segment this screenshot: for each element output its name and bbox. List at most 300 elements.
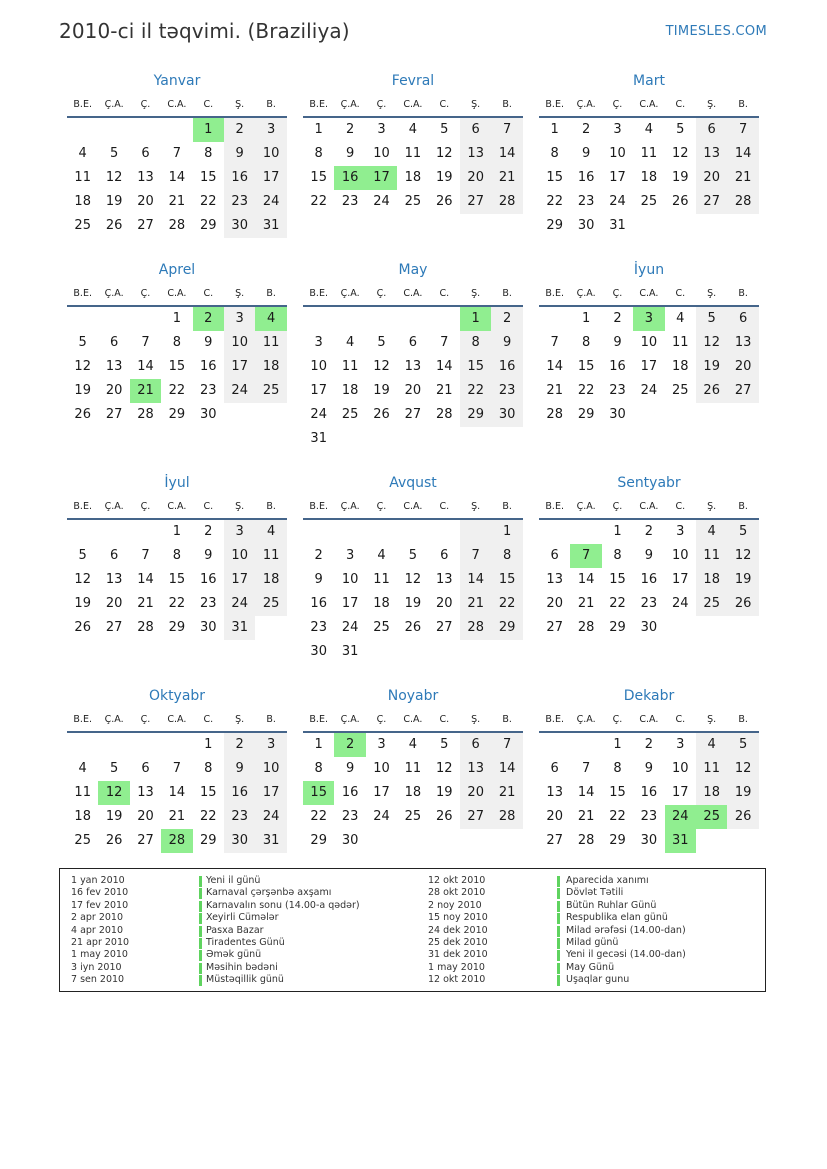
day-cell: 18 — [640, 170, 658, 185]
holiday-date: 1 may 2010 — [428, 961, 485, 973]
day-cell: 9 — [204, 335, 213, 350]
day-cell: 10 — [224, 544, 255, 568]
day-cell: 19 — [727, 781, 758, 805]
day-cell: 25 — [74, 218, 91, 233]
weekday-header: C.A. — [639, 288, 659, 299]
day-cell: 27 — [460, 805, 491, 829]
weekday-header: Ş. — [235, 714, 245, 725]
day-cell: 28 — [727, 190, 758, 214]
day-cell: 17 — [224, 355, 255, 379]
weekday-header: C.A. — [167, 501, 187, 512]
day-cell: 30 — [341, 833, 359, 848]
day-cell: 19 — [727, 568, 758, 592]
day-cell: 8 — [581, 335, 591, 350]
day-cell: 26 — [696, 379, 727, 403]
weekday-header: B.E. — [309, 288, 328, 299]
weekday-header: B. — [502, 288, 512, 299]
weekday-header: B.E. — [545, 501, 564, 512]
weekday-header: Ç.A. — [340, 288, 360, 299]
day-cell: 28 — [168, 218, 186, 233]
day-cell: 18 — [404, 785, 422, 800]
day-cell: 26 — [105, 833, 123, 848]
holiday-day-cell: 17 — [366, 166, 397, 190]
day-cell: 14 — [577, 572, 595, 587]
day-cell: 7 — [172, 146, 182, 161]
weekday-header: Ş. — [471, 99, 481, 110]
day-cell: 21 — [460, 592, 491, 616]
day-cell: 15 — [609, 785, 626, 800]
holiday-marker — [199, 950, 202, 961]
holiday-day-cell: 24 — [665, 805, 696, 829]
holiday-marker — [199, 913, 202, 924]
holiday-name: Karnaval çərşənbə axşamı — [206, 887, 332, 899]
day-cell: 4 — [78, 146, 87, 161]
holiday-marker — [199, 963, 202, 974]
holiday-name: Milad ərəfəsi (14.00-dan) — [566, 924, 686, 936]
holiday-day-cell: 4 — [255, 307, 286, 331]
weekday-header: Ç. — [140, 501, 151, 512]
day-cell: 6 — [460, 733, 491, 757]
day-cell: 28 — [491, 805, 522, 829]
day-cell: 21 — [577, 596, 595, 611]
weekday-header: Ç. — [140, 714, 151, 725]
month-name: İyul — [164, 475, 190, 491]
day-cell: 24 — [255, 805, 286, 829]
day-cell: 26 — [74, 407, 91, 422]
day-cell: 17 — [341, 596, 359, 611]
day-cell: 6 — [141, 146, 150, 161]
day-cell: 11 — [696, 757, 727, 781]
day-cell: 19 — [404, 596, 422, 611]
holiday-date: 15 noy 2010 — [428, 912, 488, 924]
day-cell: 20 — [105, 596, 123, 611]
day-cell: 19 — [105, 194, 123, 209]
weekday-header: Ç.A. — [340, 99, 360, 110]
day-cell: 17 — [609, 170, 626, 185]
holiday-day-cell: 3 — [633, 307, 664, 331]
day-cell: 1 — [550, 122, 559, 137]
day-cell: 28 — [137, 620, 154, 635]
holiday-date: 21 apr 2010 — [71, 937, 130, 948]
holiday-day-cell: 7 — [570, 544, 601, 568]
day-cell: 5 — [377, 335, 386, 350]
day-cell: 8 — [314, 761, 323, 776]
day-cell: 10 — [373, 761, 390, 776]
month-name: Fevral — [391, 73, 435, 89]
day-cell: 2 — [224, 733, 255, 757]
day-cell: 7 — [491, 118, 522, 142]
day-cell: 13 — [546, 785, 563, 800]
month-name: İyun — [633, 262, 665, 278]
day-cell: 8 — [204, 761, 213, 776]
weekday-header: Ş. — [471, 714, 481, 725]
day-cell: 16 — [200, 572, 217, 587]
day-cell: 15 — [200, 170, 217, 185]
day-cell: 3 — [377, 122, 386, 137]
day-cell: 30 — [491, 403, 522, 427]
weekday-header: Ç.A. — [340, 714, 360, 725]
day-cell: 6 — [109, 335, 119, 350]
day-cell: 31 — [310, 431, 327, 446]
day-cell: 16 — [491, 355, 522, 379]
day-cell: 29 — [577, 407, 595, 422]
day-cell: 27 — [404, 407, 422, 422]
holiday-marker — [557, 950, 560, 961]
day-cell: 9 — [613, 335, 622, 350]
weekday-header: C.A. — [403, 99, 423, 110]
holiday-day-cell: 25 — [696, 805, 727, 829]
holiday-name: Karnavalın sonu (14.00-a qədər) — [206, 899, 360, 911]
day-cell: 17 — [672, 572, 689, 587]
day-cell: 29 — [460, 403, 491, 427]
day-cell: 1 — [613, 524, 622, 539]
day-cell: 17 — [672, 785, 689, 800]
holiday-day-cell: 12 — [98, 781, 129, 805]
day-cell: 9 — [644, 548, 654, 563]
day-cell: 7 — [581, 761, 591, 776]
weekday-header: Ç.A. — [576, 288, 596, 299]
day-cell: 26 — [727, 805, 758, 829]
day-cell: 19 — [105, 809, 123, 824]
holiday-day-cell: 31 — [665, 829, 696, 853]
day-cell: 11 — [341, 359, 359, 374]
day-cell: 1 — [491, 520, 522, 544]
weekday-header: B. — [266, 288, 276, 299]
weekday-header: C. — [675, 288, 686, 299]
day-cell: 17 — [310, 383, 327, 398]
day-cell: 10 — [672, 761, 689, 776]
day-cell: 10 — [310, 359, 327, 374]
day-cell: 12 — [404, 572, 422, 587]
weekday-header: B.E. — [73, 99, 92, 110]
day-cell: 12 — [727, 757, 758, 781]
day-cell: 12 — [74, 572, 91, 587]
holiday-date: 31 dek 2010 — [428, 949, 488, 961]
weekday-header: B. — [502, 99, 512, 110]
day-cell: 4 — [644, 122, 654, 137]
day-cell: 9 — [644, 761, 654, 776]
day-cell: 2 — [581, 122, 591, 137]
day-cell: 12 — [373, 359, 390, 374]
weekday-header: Ç.A. — [340, 501, 360, 512]
day-cell: 10 — [640, 335, 658, 350]
day-cell: 10 — [341, 572, 359, 587]
day-cell: 23 — [200, 383, 217, 398]
holiday-name: Yeni il gecəsi (14.00-dan) — [566, 949, 686, 961]
day-cell: 13 — [727, 331, 758, 355]
month-name: Avqust — [389, 475, 437, 491]
day-cell: 13 — [696, 142, 727, 166]
holiday-date: 16 fev 2010 — [71, 887, 129, 899]
day-cell: 25 — [373, 620, 390, 635]
day-cell: 25 — [404, 809, 422, 824]
day-cell: 30 — [224, 829, 255, 853]
weekday-header: Ç. — [612, 501, 623, 512]
day-cell: 21 — [577, 809, 595, 824]
day-cell: 7 — [141, 335, 150, 350]
day-cell: 25 — [404, 194, 422, 209]
holiday-marker — [199, 901, 202, 912]
weekday-header: B.E. — [545, 714, 564, 725]
day-cell: 23 — [224, 805, 255, 829]
day-cell: 26 — [436, 809, 453, 824]
weekday-header: Ç. — [140, 99, 151, 110]
weekday-header: C. — [203, 501, 214, 512]
day-cell: 28 — [137, 407, 154, 422]
weekday-header: B.E. — [545, 288, 564, 299]
day-cell: 29 — [200, 833, 217, 848]
weekday-header: C. — [439, 501, 450, 512]
day-cell: 28 — [546, 407, 563, 422]
weekday-header: Ç.A. — [576, 714, 596, 725]
weekday-header: C. — [675, 714, 686, 725]
day-cell: 22 — [609, 596, 626, 611]
day-cell: 6 — [440, 548, 449, 563]
day-cell: 11 — [404, 761, 422, 776]
day-cell: 13 — [105, 572, 123, 587]
day-cell: 16 — [200, 359, 217, 374]
weekday-header: Ş. — [235, 288, 245, 299]
day-cell: 3 — [255, 733, 286, 757]
weekday-header: Ç. — [376, 501, 387, 512]
day-cell: 17 — [373, 785, 390, 800]
day-cell: 18 — [255, 355, 286, 379]
brand-link[interactable]: TIMESLES.COM — [665, 24, 767, 39]
day-cell: 14 — [577, 785, 595, 800]
holiday-date: 17 fev 2010 — [71, 899, 129, 911]
day-cell: 30 — [577, 218, 595, 233]
day-cell: 1 — [314, 122, 323, 137]
day-cell: 19 — [436, 785, 453, 800]
day-cell: 30 — [609, 407, 626, 422]
holiday-day-cell: 16 — [334, 166, 365, 190]
day-cell: 10 — [609, 146, 626, 161]
holiday-date: 1 yan 2010 — [71, 875, 125, 886]
holiday-date: 4 apr 2010 — [71, 924, 124, 936]
holiday-name: Respublika elan günü — [566, 912, 668, 924]
holiday-marker — [557, 901, 560, 912]
day-cell: 10 — [255, 757, 286, 781]
day-cell: 29 — [168, 620, 186, 635]
day-cell: 18 — [74, 809, 91, 824]
day-cell: 4 — [78, 761, 87, 776]
weekday-header: C.A. — [639, 99, 659, 110]
day-cell: 29 — [609, 620, 626, 635]
day-cell: 13 — [137, 170, 154, 185]
day-cell: 30 — [310, 644, 327, 659]
weekday-header: C.A. — [167, 714, 187, 725]
day-cell: 22 — [200, 809, 217, 824]
day-cell: 15 — [168, 359, 186, 374]
weekday-header: Ç. — [376, 714, 387, 725]
day-cell: 14 — [460, 568, 491, 592]
weekday-header: Ç.A. — [104, 714, 124, 725]
day-cell: 17 — [255, 781, 286, 805]
day-cell: 16 — [640, 572, 658, 587]
day-cell: 4 — [408, 122, 418, 137]
day-cell: 12 — [672, 146, 689, 161]
day-cell: 1 — [613, 737, 622, 752]
day-cell: 19 — [436, 170, 453, 185]
holiday-marker — [557, 888, 560, 899]
day-cell: 28 — [577, 833, 595, 848]
day-cell: 16 — [609, 359, 626, 374]
holiday-date: 3 iyn 2010 — [71, 961, 122, 973]
weekday-header: C.A. — [403, 714, 423, 725]
day-cell: 5 — [440, 122, 449, 137]
day-cell: 26 — [404, 620, 422, 635]
holiday-marker — [199, 938, 202, 949]
day-cell: 26 — [672, 194, 689, 209]
day-cell: 21 — [436, 383, 453, 398]
day-cell: 5 — [78, 335, 87, 350]
day-cell: 25 — [341, 407, 359, 422]
day-cell: 20 — [696, 166, 727, 190]
weekday-header: Ş. — [707, 288, 717, 299]
day-cell: 27 — [696, 190, 727, 214]
day-cell: 31 — [341, 644, 359, 659]
holiday-name: Pasxa Bazar — [206, 924, 264, 936]
day-cell: 14 — [546, 359, 563, 374]
day-cell: 16 — [577, 170, 595, 185]
day-cell: 2 — [613, 311, 622, 326]
day-cell: 23 — [640, 596, 658, 611]
day-cell: 1 — [172, 311, 182, 326]
day-cell: 12 — [436, 761, 453, 776]
weekday-header: Ş. — [707, 501, 717, 512]
day-cell: 8 — [460, 331, 491, 355]
day-cell: 29 — [609, 833, 626, 848]
day-cell: 6 — [408, 335, 418, 350]
day-cell: 28 — [460, 616, 491, 640]
day-cell: 5 — [727, 520, 758, 544]
month-name: Mart — [633, 73, 665, 89]
day-cell: 20 — [727, 355, 758, 379]
day-cell: 15 — [200, 785, 217, 800]
day-cell: 23 — [640, 809, 658, 824]
day-cell: 13 — [105, 359, 123, 374]
day-cell: 19 — [672, 170, 689, 185]
holiday-date: 24 dek 2010 — [428, 924, 488, 936]
weekday-header: Ş. — [707, 99, 717, 110]
day-cell: 25 — [640, 194, 658, 209]
weekday-header: Ç. — [376, 99, 387, 110]
weekday-header: B. — [266, 501, 276, 512]
day-cell: 20 — [137, 194, 154, 209]
day-cell: 11 — [672, 335, 689, 350]
day-cell: 26 — [727, 592, 758, 616]
day-cell: 24 — [224, 379, 255, 403]
day-cell: 27 — [137, 833, 154, 848]
weekday-header: C. — [203, 99, 214, 110]
day-cell: 13 — [460, 142, 491, 166]
holiday-marker — [199, 888, 202, 899]
day-cell: 7 — [172, 761, 182, 776]
day-cell: 20 — [436, 596, 453, 611]
day-cell: 16 — [224, 166, 255, 190]
holiday-date: 12 okt 2010 — [428, 974, 486, 986]
day-cell: 27 — [105, 620, 123, 635]
weekday-header: B. — [266, 714, 276, 725]
day-cell: 2 — [314, 548, 323, 563]
day-cell: 7 — [727, 118, 758, 142]
weekday-header: Ç. — [612, 99, 623, 110]
day-cell: 9 — [345, 146, 355, 161]
day-cell: 1 — [314, 737, 323, 752]
holiday-day-cell: 28 — [161, 829, 192, 853]
day-cell: 30 — [640, 833, 658, 848]
day-cell: 18 — [74, 194, 91, 209]
day-cell: 15 — [577, 359, 595, 374]
day-cell: 12 — [74, 359, 91, 374]
holiday-date: 7 sen 2010 — [71, 974, 125, 986]
day-cell: 18 — [672, 359, 689, 374]
day-cell: 7 — [440, 335, 449, 350]
day-cell: 28 — [491, 190, 522, 214]
holiday-name: Məsihin bədəni — [206, 961, 278, 973]
day-cell: 1 — [581, 311, 591, 326]
day-cell: 15 — [310, 170, 327, 185]
day-cell: 3 — [613, 122, 622, 137]
weekday-header: B. — [266, 99, 276, 110]
day-cell: 22 — [168, 383, 186, 398]
day-cell: 6 — [727, 307, 758, 331]
day-cell: 23 — [200, 596, 217, 611]
day-cell: 3 — [676, 737, 685, 752]
day-cell: 23 — [491, 379, 522, 403]
day-cell: 5 — [440, 737, 449, 752]
day-cell: 9 — [491, 331, 522, 355]
month-name: Oktyabr — [148, 688, 206, 704]
weekday-header: C. — [203, 288, 214, 299]
day-cell: 8 — [613, 761, 622, 776]
day-cell: 23 — [341, 194, 359, 209]
day-cell: 14 — [137, 359, 154, 374]
day-cell: 6 — [141, 761, 150, 776]
weekday-header: C.A. — [403, 288, 423, 299]
day-cell: 30 — [200, 407, 217, 422]
day-cell: 22 — [609, 809, 626, 824]
day-cell: 2 — [204, 524, 213, 539]
month-name: May — [398, 262, 428, 278]
day-cell: 11 — [255, 331, 286, 355]
day-cell: 27 — [727, 379, 758, 403]
day-cell: 2 — [491, 307, 522, 331]
day-cell: 26 — [74, 620, 91, 635]
day-cell: 29 — [168, 407, 186, 422]
day-cell: 4 — [408, 737, 418, 752]
day-cell: 29 — [200, 218, 217, 233]
day-cell: 14 — [727, 142, 758, 166]
day-cell: 27 — [137, 218, 154, 233]
weekday-header: B. — [738, 501, 748, 512]
day-cell: 21 — [168, 809, 186, 824]
day-cell: 30 — [640, 620, 658, 635]
weekday-header: Ş. — [471, 501, 481, 512]
day-cell: 11 — [373, 572, 390, 587]
weekday-header: Ç.A. — [104, 99, 124, 110]
day-cell: 13 — [460, 757, 491, 781]
day-cell: 7 — [491, 733, 522, 757]
holiday-date: 1 may 2010 — [71, 949, 128, 961]
day-cell: 19 — [696, 355, 727, 379]
day-cell: 3 — [676, 524, 685, 539]
holiday-date: 12 okt 2010 — [428, 875, 486, 886]
day-cell: 22 — [577, 383, 595, 398]
day-cell: 15 — [168, 572, 186, 587]
holiday-marker — [557, 926, 560, 937]
holiday-name: Xeyirli Cümələr — [206, 912, 279, 924]
